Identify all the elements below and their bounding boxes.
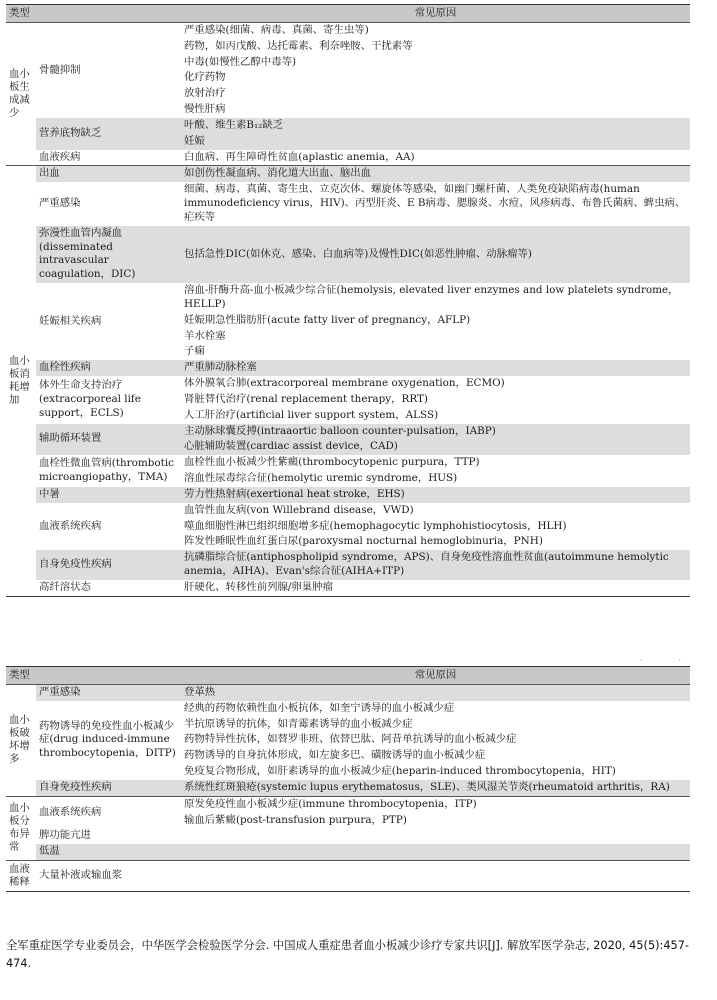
type-decreased-production: 血小板生成减少 — [9, 68, 30, 120]
table-row — [6, 828, 690, 844]
table-row: 高纤溶状态 肝硬化、转移性前列腺/卵巢肿瘤 — [6, 580, 690, 596]
table-row: 血栓性疾病 严重肺动脉栓塞 — [6, 360, 690, 376]
group-name: 高纤溶状态 — [39, 580, 91, 593]
table-header-row — [6, 667, 690, 685]
group-name: 严重感染 — [39, 197, 81, 210]
cause-table-part-1: 类型 常见原因 血小板生成减少 骨髓抑制 严重感染(细菌、病毒、真菌、寄生虫等) 药物，如丙戊酸、达托霉素、利奈唑胺、干扰素等 中毒(如慢性乙醇中毒等) 化疗药物 放射治疗 慢性肝病 营养底物缺乏 叶酸、维生素B₁₂缺乏 妊娠 血液疾病 白血病、再生障碍性贫血(aplastic anemia，AA) 血小板消耗增加 出血 如创伤性凝血病、消化道大出血、脑出血 严重感染 细菌、病毒、真菌、寄生虫、立克次体、螺旋体等感染，如幽门螺杆菌、人类免疫缺陷病毒(human immunodeficiency virus，HIV)、丙型肝炎、E B病毒、腮腺炎、水痘、风疹病毒、布鲁氏菌病、蜱虫病、疟疾等 弥漫性血管内凝血(disseminated intravascular coagulation，DIC) 包括急性DIC(如休克、感染、白血病等)及慢性DIC(如恶性肿瘤、动脉瘤等) 妊娠相关疾病 溶血-肝酶升高-血小板减少综合征(hemolysis, elevated liver enzymes and low platelets syndrome，HELLP) 妊娠期急性脂肪肝(acute fatty liver of pregnancy，AFLP) 羊水栓塞 子痫 血栓性疾病 严重肺动脉栓塞 体外生命支持治疗(extracorporeal life support，ECLS) 体外膜氧合肺(extracorporeal membrane oxygenation，ECMO) 肾脏替代治疗(renal replacement therapy，RRT) 人工肝治疗(artificial liver support system，ALSS) 辅助循环装置 主动脉球囊反搏(intraaortic balloon counter-pulsation，IABP) 心脏辅助装置(cardiac assist device，CAD) 血栓性微血管病(thrombotic microangiopathy，TMA) 血栓性血小板减少性紫癜(thrombocytopenic purpura，TTP) 溶血性尿毒综合征(hemolytic uremic syndrome，HUS) 中暑 劳力性热射病(exertional heat stroke，EHS) 血液系统疾病 血管性血友病(von Willebrand disease，VWD) 噬血细胞性淋巴组织细胞增多症(hemophagocytic lymphohistiocytosis，HLH) 阵发性睡眠性血红蛋白尿(paroxysmal nocturnal hemoglobinuria，PNH) 自身免疫性疾病 抗磷脂综合征(antiphospholipid syndrome，APS)、自身免疫性溶血性贫血(autoimmune hemolytic anemia，AIHA)、Evan's综合征(AIHA+ITP) 高纤溶状态 肝硬化、转移性前列腺/卵巢肿瘤 — [6, 4, 690, 597]
group-name: 自身免疫性疾病 — [39, 558, 112, 571]
group-name: 体外生命支持治疗(extracorporeal life support，ECLS) — [39, 379, 141, 419]
group-name: 药物诱导的免疫性血小板减少症(drug induced-immune thrombocytopenia，DITP) — [39, 719, 176, 760]
group-name: 辅助循环装置 — [36, 424, 181, 456]
table-header-row — [6, 5, 690, 23]
type-abnormal-distribution: 血小板分布异常 — [6, 796, 36, 860]
cause-table-part-2: 类型 常见原因 血小板破坏增多 严重感染 登革热 药物诱导的免疫性血小板减少症(drug induced-immune thrombocytopenia，DITP) 经典的药物依赖性血小板抗体，如奎宁诱导的血小板减少症 半抗原诱导的抗体，如青霉素诱导的血小板减少症 药物特异性抗体，如替罗非班、依替巴肽、阿昔单抗诱导的血小板减少症 药物诱导的自身抗体形成，如左旋多巴、磺胺诱导的血小板减少症 免疫复合物形成，如肝素诱导的血小板减少症(heparin-induced thrombocytopenia，HIT) 自身免疫性疾病 系统性红斑狼疮(systemic lupus erythematosus，SLE)、类风湿关节炎(rheumatoid arthritis，RA) 血小板分布异常 血液系统疾病 原发免疫性血小板减少症(immune thrombocytopenia，ITP) 输血后紫癜(post-transfusion purpura，PTP) 脾功能亢进 低温 血液稀释 大量补液或输血浆 — [6, 666, 690, 892]
header-cause: 常见原因 — [181, 667, 690, 685]
group-name: 血液疾病 — [39, 150, 81, 163]
table-row: 严重感染 细菌、病毒、真菌、寄生虫、立克次体、螺旋体等感染，如幽门螺杆菌、人类免疫缺陷病毒(human immunodeficiency virus，HIV)、丙型肝炎、E B病毒、腮腺炎、水痘、风疹病毒、布鲁氏菌病、蜱虫病、疟疾等 — [6, 182, 690, 225]
type-dilution: 血液稀释 — [6, 861, 36, 892]
table-row: 血液系统疾病 血管性血友病(von Willebrand disease，VWD) — [6, 503, 690, 519]
table-row: 营养底物缺乏 叶酸、维生素B₁₂缺乏 — [6, 118, 690, 134]
table-row: 血小板破坏增多 严重感染 登革热 — [6, 685, 690, 701]
group-name: 骨髓抑制 — [39, 63, 81, 76]
header-cause: 常见原因 — [181, 5, 690, 23]
group-name: 血栓性微血管病(thrombotic microangiopathy，TMA) — [39, 457, 174, 484]
group-name: 自身免疫性疾病 — [39, 780, 112, 793]
table-row: 自身免疫性疾病 系统性红斑狼疮(systemic lupus erythematosus，SLE)、类风湿关节炎(rheumatoid arthritis，RA) — [6, 780, 690, 796]
group-name: 脾功能亢进 — [39, 829, 91, 842]
header-type: 类型 — [6, 667, 36, 685]
group-name: 妊娠相关疾病 — [39, 314, 102, 327]
table-row: 体外生命支持治疗(extracorporeal life support，ECLS) 体外膜氧合肺(extracorporeal membrane oxygenation，ECMO) — [6, 376, 690, 392]
table-row: 药物诱导的免疫性血小板减少症(drug induced-immune thrombocytopenia，DITP) 经典的药物依赖性血小板抗体，如奎宁诱导的血小板减少症 — [6, 701, 690, 717]
table-row: 自身免疫性疾病 抗磷脂综合征(antiphospholipid syndrome，APS)、自身免疫性溶血性贫血(autoimmune hemolytic anemia，AIHA)、Evan's综合征(AIHA+ITP) — [6, 550, 690, 580]
group-name: 血液系统疾病 — [36, 796, 181, 828]
group-name: 严重感染 — [39, 686, 81, 698]
group-name: 低温 — [39, 845, 60, 858]
table-row: 妊娠相关疾病 溶血-肝酶升高-血小板减少综合征(hemolysis, elevated liver enzymes and low platelets syndrome，HELLP) — [6, 283, 690, 313]
group-name: 血液系统疾病 — [39, 519, 102, 532]
header-type: 类型 — [6, 5, 36, 23]
table-row: 血小板分布异常 血液系统疾病 原发免疫性血小板减少症(immune thrombocytopenia，ITP) — [6, 796, 690, 812]
table-row: 血液疾病 白血病、再生障碍性贫血(aplastic anemia，AA) — [6, 150, 690, 166]
citation: 全军重症医学专业委员会，中华医学会检验医学分会. 中国成人重症患者血小板减少诊疗专家共识[J]. 解放军医学杂志, 2020, 45(5):457-474. — [6, 939, 689, 970]
page-marks: ·· — [640, 656, 717, 665]
group-name: 营养底物缺乏 — [36, 118, 181, 150]
table-row — [6, 861, 690, 892]
group-name: 中暑 — [39, 487, 60, 500]
table-row: 血小板生成减少 骨髓抑制 严重感染(细菌、病毒、真菌、寄生虫等) — [6, 23, 690, 39]
group-name: 大量补液或输血浆 — [36, 861, 690, 892]
table-row: 弥漫性血管内凝血(disseminated intravascular coagulation，DIC) 包括急性DIC(如休克、感染、白血病等)及慢性DIC(如恶性肿瘤、动脉瘤等) — [6, 226, 690, 283]
table-row: 血栓性微血管病(thrombotic microangiopathy，TMA) 血栓性血小板减少性紫癜(thrombocytopenic purpura，TTP) — [6, 455, 690, 471]
group-name: 出血 — [36, 166, 181, 182]
group-name: 弥漫性血管内凝血(disseminated intravascular coagulation，DIC) — [39, 226, 136, 281]
table-row: 中暑 劳力性热射病(exertional heat stroke，EHS) — [6, 487, 690, 503]
table-row: 辅助循环装置 主动脉球囊反搏(intraaortic balloon counter-pulsation，IABP) — [6, 424, 690, 440]
table-row: 血小板消耗增加 出血 如创伤性凝血病、消化道大出血、脑出血 — [6, 166, 690, 182]
table-row — [6, 844, 690, 860]
group-name: 血栓性疾病 — [39, 361, 91, 374]
type-increased-destruction: 血小板破坏增多 — [6, 685, 36, 797]
type-increased-consumption: 血小板消耗增加 — [6, 166, 36, 596]
